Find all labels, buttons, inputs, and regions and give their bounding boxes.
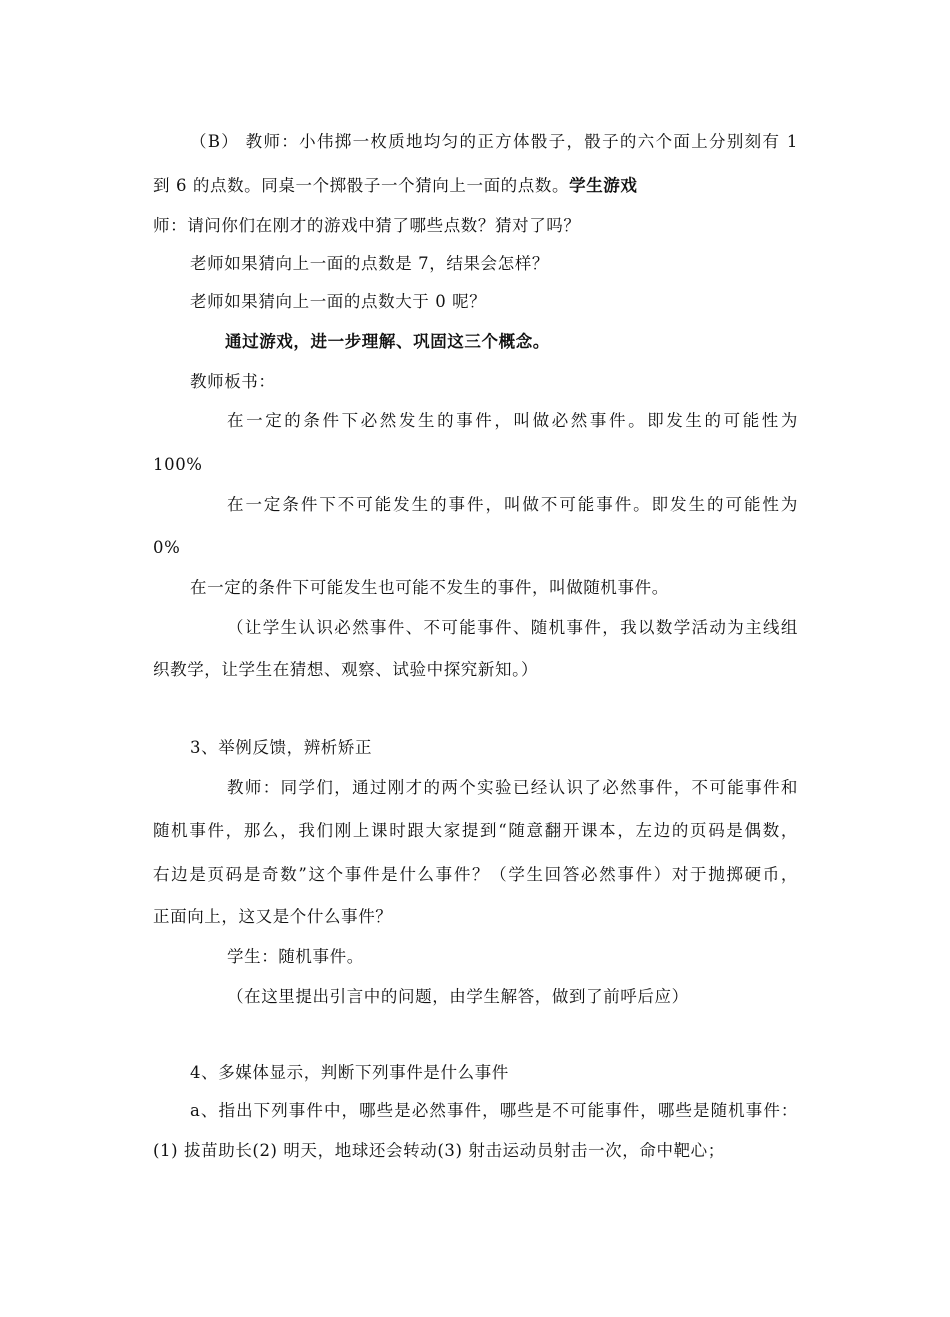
definition-random-event: 在一定的条件下可能发生也可能不发生的事件，叫做随机事件。 — [190, 578, 669, 597]
teacher-speech-line-3: 右边是页码是奇数”这个事件是什么事件？（学生回答必然事件）对于抛掷硬币， — [153, 865, 798, 884]
design-note-line-2: 织教学，让学生在猜想、观察、试验中探究新知。） — [153, 660, 539, 679]
teacher-speech-line-4: 正面向上，这又是个什么事件？ — [153, 907, 393, 926]
definition-impossible-event: 在一定条件下不可能发生的事件，叫做不可能事件。即发生的可能性为 — [227, 495, 798, 514]
definition-impossible-probability: 0% — [153, 538, 181, 557]
definition-certain-probability: 100% — [153, 455, 203, 474]
board-writing-label: 教师板书： — [190, 372, 276, 391]
student-answer: 学生：随机事件。 — [227, 947, 364, 966]
paragraph-line-1: （B） 教师：小伟掷一枚质地均匀的正方体骰子，骰子的六个面上分别刻有 1 — [190, 132, 798, 151]
paragraph-line-2-text: 到 6 的点数。同桌一个掷骰子一个猜向上一面的点数。 — [153, 176, 570, 195]
section-heading-3: 3、举例反馈，辨析矫正 — [190, 738, 373, 757]
design-note-echo: （在这里提出引言中的问题，由学生解答，做到了前呼后应） — [227, 987, 689, 1006]
teacher-speech-line-2: 随机事件，那么，我们刚上课时跟大家提到“随意翻开课本，左边的页码是偶数， — [153, 821, 798, 840]
design-note-line-1: （让学生认识必然事件、不可能事件、随机事件，我以数学活动为主线组 — [227, 618, 798, 637]
exercise-instruction: a、指出下列事件中，哪些是必然事件，哪些是不可能事件，哪些是随机事件： — [190, 1101, 798, 1120]
paragraph-line-2 — [153, 175, 638, 197]
paragraph-line-5: 老师如果猜向上一面的点数大于 0 呢？ — [190, 292, 487, 311]
teacher-speech-line-1: 教师：同学们，通过刚才的两个实验已经认识了必然事件，不可能事件和 — [227, 778, 798, 797]
exercise-items: (1) 拔苗助长(2) 明天，地球还会转动(3) 射击运动员射击一次，命中靶心； — [153, 1141, 725, 1160]
section-heading-4: 4、多媒体显示，判断下列事件是什么事件 — [190, 1063, 509, 1082]
paragraph-line-4: 老师如果猜向上一面的点数是 7，结果会怎样？ — [190, 254, 549, 273]
paragraph-line-3: 师：请问你们在刚才的游戏中猜了哪些点数？猜对了吗？ — [153, 216, 581, 235]
student-game-label: 学生游戏 — [569, 176, 638, 195]
definition-certain-event: 在一定的条件下必然发生的事件，叫做必然事件。即发生的可能性为 — [227, 411, 798, 430]
paragraph-line-6-bold: 通过游戏，进一步理解、巩固这三个概念。 — [225, 332, 550, 351]
